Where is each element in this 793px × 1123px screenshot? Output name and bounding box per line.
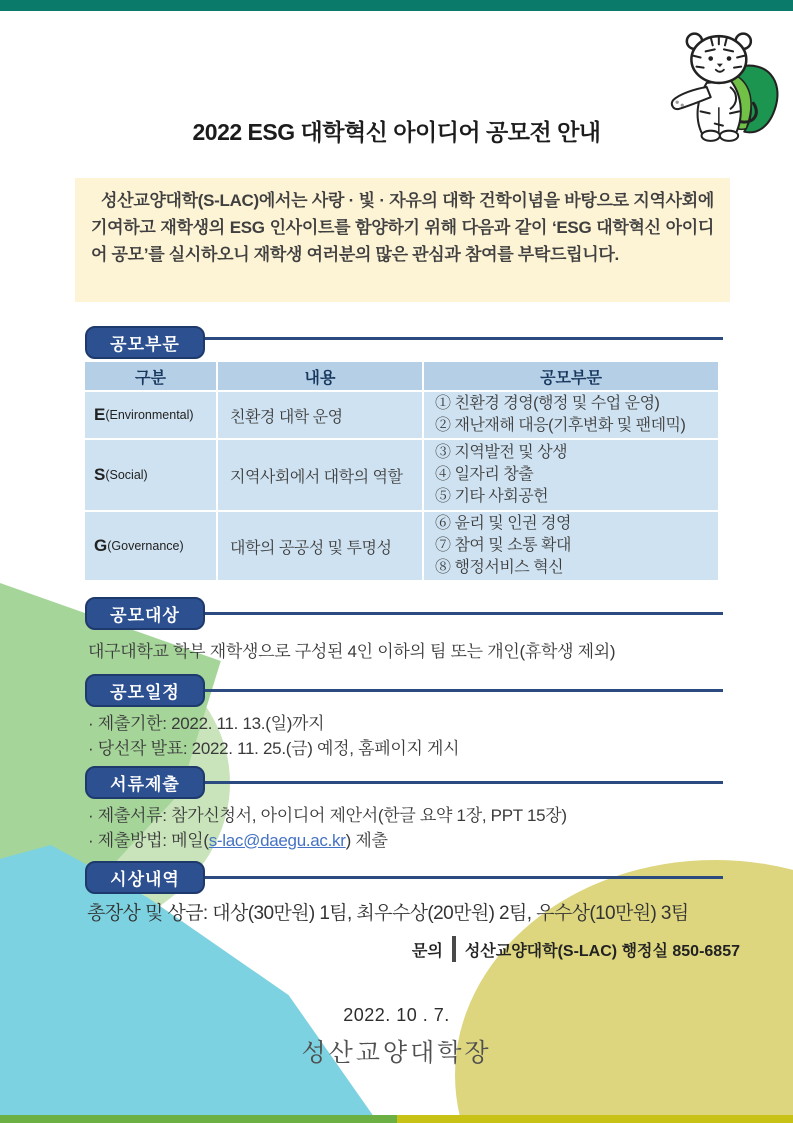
- contact-text: 성산교양대학(S-LAC) 행정실 850-6857: [464, 942, 740, 960]
- section-label-iljeong: 공모일정: [110, 683, 180, 702]
- submit-method-prefix: · 제출방법: 메일(: [88, 830, 209, 850]
- section-label-bumun: 공모부문: [110, 335, 180, 354]
- cell-category-g: [85, 512, 216, 580]
- section-pill-sisang: [85, 861, 205, 894]
- cell-items-s: [424, 440, 718, 510]
- page-title: 2022 ESG 대학혁신 아이디어 공모전 안내: [192, 119, 601, 145]
- documents-item: · 제출서류: 참가신청서, 아이디어 제안서(한글 요약 1장, PPT 15장): [88, 806, 567, 825]
- issue-date: 2022. 10 . 7.: [343, 1005, 450, 1025]
- table-item: ⑦ 참여 및 소통 확대: [435, 537, 571, 554]
- table-header-category: 구분: [85, 362, 216, 390]
- cell-items-g: [424, 512, 718, 580]
- table-item: ② 재난재해 대응(기후변화 및 팬데믹): [435, 417, 686, 434]
- category-word: (Governance): [107, 539, 184, 553]
- iljeong-list: [88, 712, 459, 761]
- prize-text: 총장상 및 상금: 대상(30만원) 1팀, 최우수상(20만원) 2팀, 우수상(10만원) 3팀: [87, 903, 689, 924]
- table-item: ⑥ 윤리 및 인권 경영: [435, 515, 571, 532]
- table-header-content: 내용: [218, 362, 422, 390]
- signature: 성산교양대학장: [301, 1040, 492, 1067]
- category-word: (Environmental): [105, 408, 194, 422]
- daesang-text: 대구대학교 학부 재학생으로 구성된 4인 이하의 팀 또는 개인(휴학생 제외): [88, 642, 616, 661]
- table-item: ④ 일자리 창출: [435, 466, 534, 483]
- section-rule-sisang: [200, 876, 723, 879]
- table-item: ③ 지역발전 및 상생: [435, 444, 568, 461]
- table-header-row: [85, 362, 718, 390]
- category-word: (Social): [105, 468, 148, 482]
- table-item: ① 친환경 경영(행정 및 수업 운영): [435, 395, 660, 412]
- esg-table: [85, 362, 718, 582]
- section-rule-seoryu: [200, 781, 723, 784]
- deadline-item: · 제출기한: 2022. 11. 13.(일)까지: [88, 714, 325, 733]
- contact-label: 문의: [411, 942, 443, 960]
- submit-method-suffix: ) 제출: [345, 830, 388, 850]
- section-label-sisang: 시상내역: [110, 870, 180, 889]
- bottom-accent-bar-yellow: [397, 1115, 793, 1123]
- intro-text: 성산교양대학(S-LAC)에서는 사랑 · 빛 · 자유의 대학 건학이념을 바탕으로 지역사회에 기여하고 재학생의 ESG 인사이트를 함양하기 위해 다음과 같이 ‘ESG 대학혁신 아이디어 공모’를 실시하오니 재학생 여러분의 많은 관심과 참여를 부탁드립니다.: [91, 191, 714, 264]
- cell-category-s: [85, 440, 216, 510]
- section-rule-bumun: [200, 337, 723, 340]
- category-letter: S: [94, 465, 106, 484]
- contact-line: [412, 936, 740, 962]
- table-row-environmental: [85, 392, 718, 438]
- cell-content-s: 지역사회에서 대학의 역할: [218, 440, 422, 510]
- section-rule-daesang: [200, 612, 723, 615]
- table-row-governance: [85, 512, 718, 580]
- table-row-social: [85, 440, 718, 510]
- section-pill-bumun: [85, 326, 205, 359]
- section-label-seoryu: 서류제출: [110, 775, 180, 794]
- submit-method-item: [88, 829, 567, 854]
- section-pill-daesang: [85, 597, 205, 630]
- section-rule-iljeong: [200, 689, 723, 692]
- section-pill-seoryu: [85, 766, 205, 799]
- category-letter: G: [94, 536, 108, 555]
- table-header-field: 공모부문: [424, 362, 718, 390]
- seoryu-list: [88, 804, 567, 853]
- top-accent-bar: [0, 0, 793, 11]
- intro-box: [75, 178, 730, 302]
- tiger-mascot-icon: [666, 30, 792, 146]
- section-label-daesang: 공모대상: [110, 606, 180, 625]
- cell-content-e: 친환경 대학 운영: [218, 392, 422, 438]
- announcement-item: · 당선작 발표: 2022. 11. 25.(금) 예정, 홈페이지 게시: [88, 738, 460, 758]
- cell-content-g: 대학의 공공성 및 투명성: [218, 512, 422, 580]
- contact-divider: [452, 936, 456, 962]
- category-letter: E: [94, 405, 106, 424]
- cell-items-e: [424, 392, 718, 438]
- table-item: ⑤ 기타 사회공헌: [435, 488, 549, 505]
- cell-category-e: [85, 392, 216, 438]
- bottom-accent-bar-green: [0, 1115, 397, 1123]
- table-item: ⑧ 행정서비스 혁신: [435, 559, 564, 576]
- submission-email-link[interactable]: s-lac@daegu.ac.kr: [208, 830, 346, 850]
- section-pill-iljeong: [85, 674, 205, 707]
